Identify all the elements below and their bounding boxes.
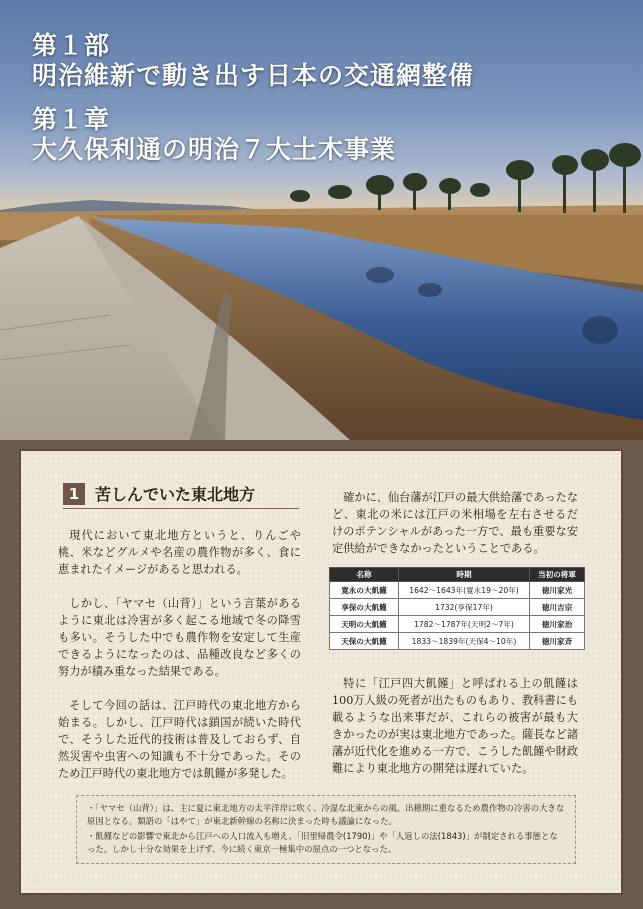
part-label: 第１部 (32, 31, 111, 60)
famine-period: 1782～1787年(天明2～7年) (399, 616, 530, 633)
famine-shogun: 徳川家斉 (530, 633, 585, 650)
famine-name: 天明の大飢饉 (330, 616, 399, 633)
chapter-title: 大久保利通の明治７大土木事業 (32, 135, 397, 164)
famine-period: 1833～1839年(天保4～10年) (399, 633, 530, 650)
famine-table (329, 567, 585, 650)
paragraph: 現代において東北地方というと、りんごや桃、米などグルメや名産の農作物が多く、食に恵まれたイメージがあると思われる。 (58, 529, 301, 576)
table-row (330, 616, 585, 633)
paragraph: 特に「江戸四大飢饉」と呼ばれる上の飢饉は100万人級の死者が出たものもあり、教科書にも載るような出来事だが、これらの被害が最も大きかったのが実は東北地方であった。薩長など諸藩が近代化を進める一方で、こうした飢饉や財政難により東北地方の開発は遅れていた。 (332, 677, 579, 775)
famine-shogun: 徳川家光 (530, 582, 585, 599)
famine-name: 天保の大飢饉 (330, 633, 399, 650)
header-name: 名称 (330, 568, 399, 582)
right-column-bottom (332, 675, 578, 794)
header-shogun: 当初の将軍 (530, 568, 585, 582)
chapter-label: 第１章 (32, 105, 111, 134)
section-number-badge: 1 (63, 483, 85, 505)
section-title: 苦しんでいた東北地方 (95, 485, 256, 504)
table-row (330, 633, 585, 650)
part-title: 明治維新で動き出す日本の交通網整備 (32, 61, 475, 90)
famine-period: 1732(享保17年) (399, 599, 530, 616)
section-heading (63, 482, 255, 505)
left-column (58, 527, 301, 799)
table-row (330, 599, 585, 616)
footnote-box (76, 795, 576, 864)
paragraph: 確かに、仙台藩が江戸の最大供給藩であったなど、東北の米には江戸の米相場を左右させるだけのポテンシャルがあった一方で、最も重要な安定供給ができなかったということである。 (332, 491, 579, 555)
header-period: 時期 (399, 568, 530, 582)
footnote: ・飢饉などの影響で東北から江戸への人口流入も増え、「旧里帰農令(1790)」や「人返しの法(1843)」が制定される事態となった。しかし十分な効果を上げず、今に続く東京一極集中の原点の一つとなった。 (87, 831, 558, 854)
famine-name: 享保の大飢饉 (330, 599, 399, 616)
table-header-row (330, 568, 585, 582)
right-column-top (332, 489, 578, 574)
section-divider (63, 508, 299, 509)
famine-period: 1642～1643年(寛永19～20年) (399, 582, 530, 599)
page-number: 6 (32, 872, 40, 886)
famine-shogun: 徳川吉宗 (530, 599, 585, 616)
famine-name: 寛永の大飢饉 (330, 582, 399, 599)
footnote: ・「ヤマセ（山背）」は、主に夏に東北地方の太平洋岸に吹く、冷湿な北東からの風。出穂期に重なるため農作物の冷害の大きな原因となる。類語の「はやて」が東北新幹線の名称に決まった時も議論になった。 (87, 803, 565, 826)
paragraph: そして今回の話は、江戸時代の東北地方から始まる。しかし、江戸時代は鎖国が続いた時代で、そうした近代的技術は普及しておらず、自然災害や虫害への知識も不十分であった。そのため江戸時代の東北地方では飢饉が多発した。 (58, 699, 301, 780)
paragraph: しかし、「ヤマセ（山背）」という言葉があるように東北は冷害が多く起こる地域で冬の降雪も多い。そうした中でも農作物を安定して生産できるようになったのは、品種改良など多くの努力が積み重なった結果である。 (58, 597, 301, 678)
table-row (330, 582, 585, 599)
hero-photo (0, 0, 643, 440)
famine-shogun: 徳川家治 (530, 616, 585, 633)
